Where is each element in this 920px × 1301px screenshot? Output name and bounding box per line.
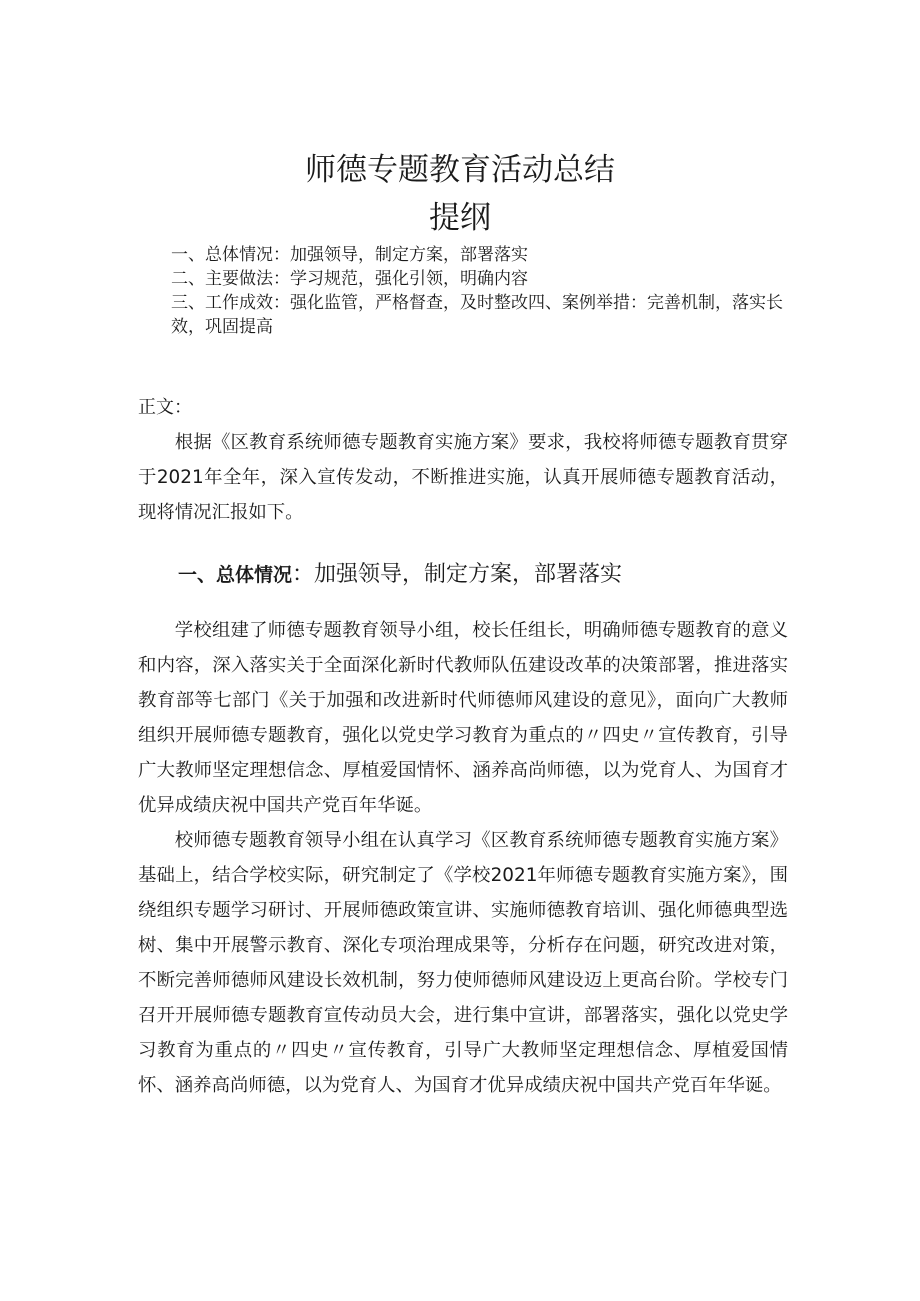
intro-paragraph: 根据《区教育系统师德专题教育实施方案》要求，我校将师德专题教育贯穿于2021年全年，深入宣传发动，不断推进实施，认真开展师德专题教育活动，现将情况汇报如下。 xyxy=(138,432,788,523)
section-heading xyxy=(178,560,622,590)
body-paragraph: 学校组建了师德专题教育领导小组，校长任组长，明确师德专题教育的意义和内容，深入落实关于全面深化新时代教师队伍建设改革的决策部署，推进落实教育部等七部门《关于加强和改进新时代师德师风建设的意见》，面向广大教师组织开展师德专题教育，强化以党史学习教育为重点的〃四史〃宣传教育，引导广大教师坚定理想信念、厚植爱国情怀、涵养高尚师德，以为党育人、为国育才优异成绩庆祝中国共产党百年华诞。 xyxy=(138,620,788,816)
document-title: 师德专题教育活动总结 xyxy=(305,152,615,188)
outline-list xyxy=(171,243,791,339)
section-heading-rest: ：加强领导，制定方案，部署落实 xyxy=(292,562,623,587)
outline-item: 二、主要做法：学习规范，强化引领，明确内容 xyxy=(171,269,528,289)
document-subtitle: 提纲 xyxy=(429,200,491,236)
body-paragraph: 校师德专题教育领导小组在认真学习《区教育系统师德专题教育实施方案》基础上，结合学校实际，研究制定了《学校2021年师德专题教育实施方案》，围绕组织专题学习研讨、开展师德政策宣讲、实施师德教育培训、强化师德典型选树、集中开展警示教育、深化专项治理成果等，分析存在问题，研究改进对策，不断完善师德师风建设长效机制，努力使师德师风建设迈上更高台阶。学校专门召开开展师德专题教育宣传动员大会，进行集中宣讲，部署落实，强化以党史学习教育为重点的〃四史〃宣传教育，引导广大教师坚定理想信念、厚植爱国情怀、涵养高尚师德，以为党育人、为国育才优异成绩庆祝中国共产党百年华诞。 xyxy=(138,830,788,1096)
body-label: 正文： xyxy=(138,397,192,418)
outline-item: 一、总体情况：加强领导，制定方案，部署落实 xyxy=(171,245,528,265)
section-heading-lead: 一、总体情况 xyxy=(178,564,293,586)
outline-item: 三、工作成效：强化监管，严格督查，及时整改四、案例举措：完善机制，落实长效，巩固提高 xyxy=(171,293,783,337)
